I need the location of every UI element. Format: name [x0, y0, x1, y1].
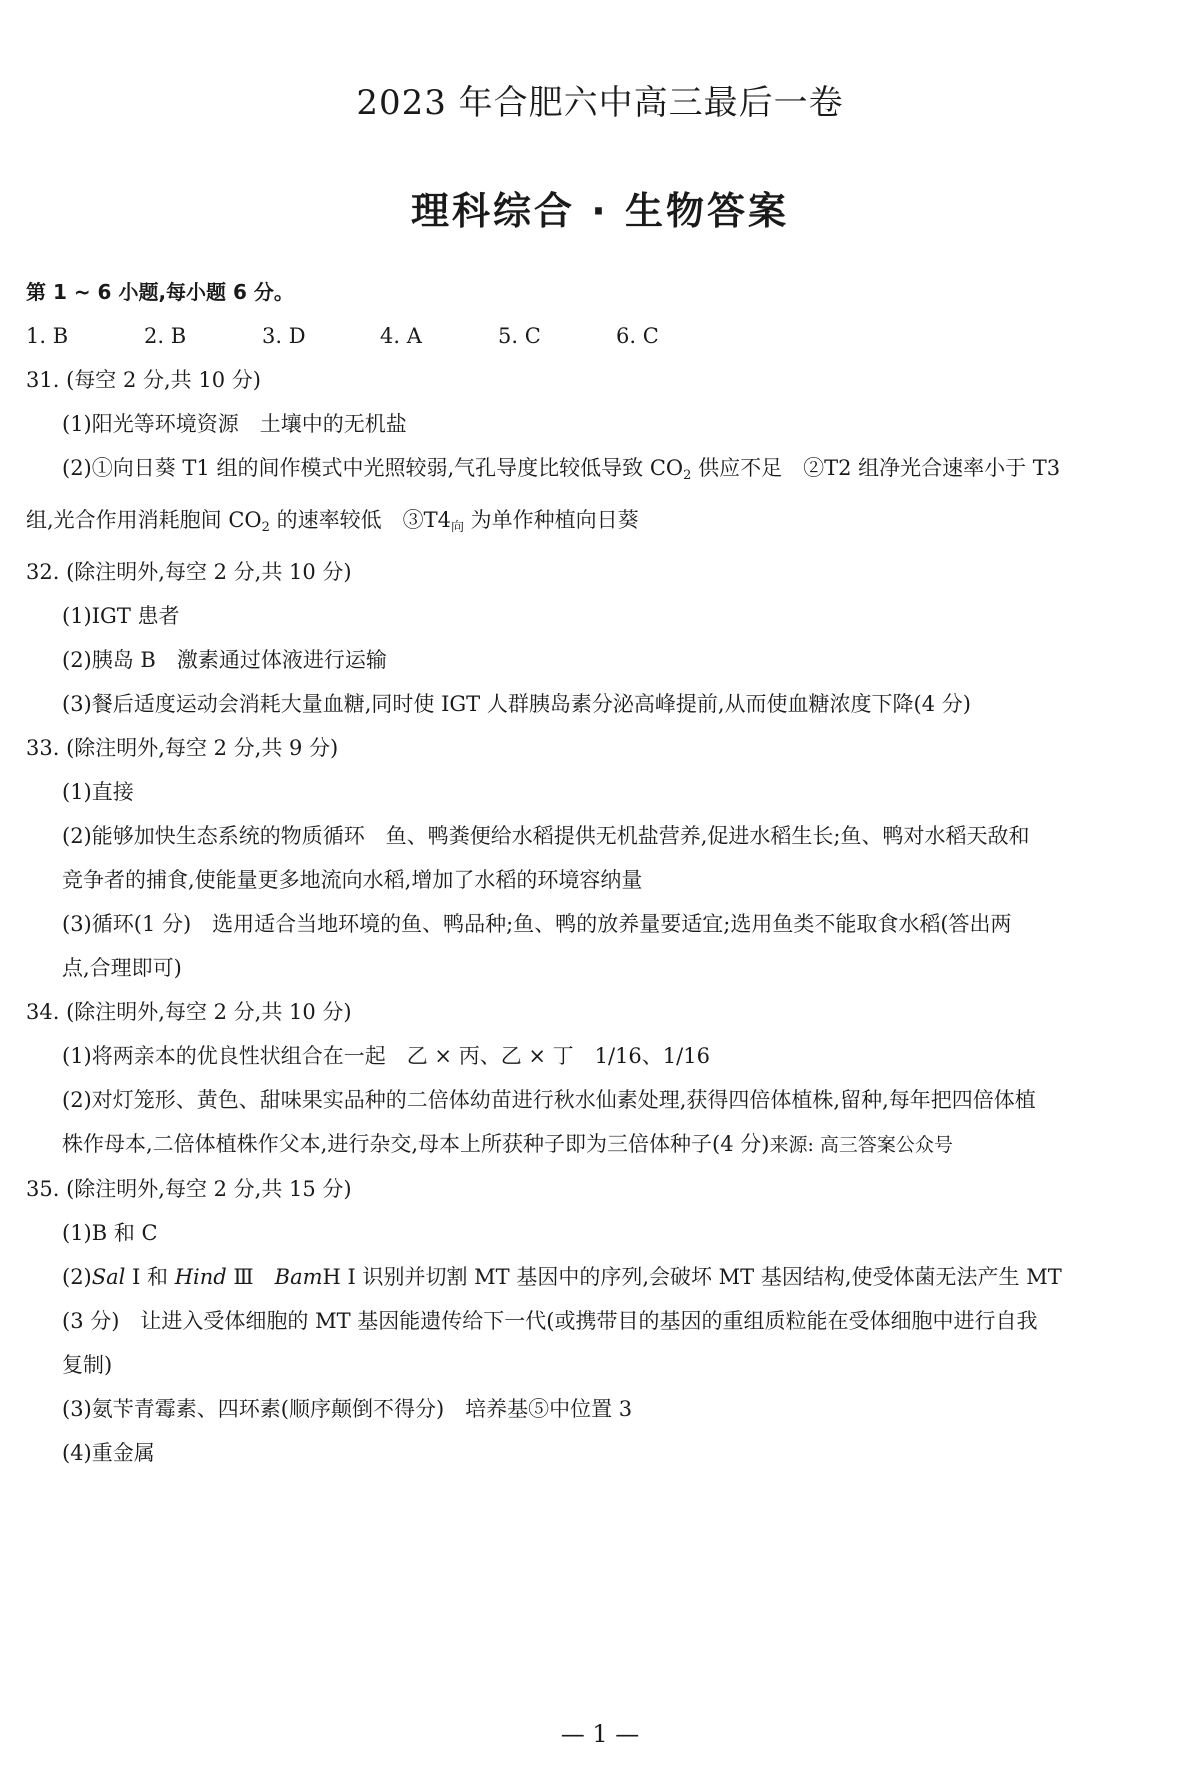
q32-answer-2: (2)胰岛 B 激素通过体液进行运输	[62, 648, 387, 672]
q32-answer-3: (3)餐后适度运动会消耗大量血糖,同时使 IGT 人群胰岛素分泌高峰提前,从而使血糖浓度下降(4 分)	[62, 692, 971, 716]
q33-answer-2-line1: (2)能够加快生态系统的物质循环 鱼、鸭粪便给水稻提供无机盐营养,促进水稻生长;鱼、鸭对水稻天敌和	[62, 824, 1030, 848]
mc-answer: 4. A	[380, 324, 422, 348]
q32-heading: 32. (除注明外,每空 2 分,共 10 分)	[26, 560, 352, 584]
q35-answer-3: (3)氨苄青霉素、四环素(顺序颠倒不得分) 培养基⑤中位置 3	[62, 1397, 633, 1421]
enzyme-name: Bam	[274, 1265, 323, 1289]
page-number: — 1 —	[560, 1720, 640, 1748]
answer-content	[26, 270, 1176, 1475]
q34-answer-1: (1)将两亲本的优良性状组合在一起 乙 × 丙、乙 × 丁 1/16、1/16	[62, 1044, 710, 1068]
subscript: 2	[683, 468, 692, 483]
exam-title: 2023 年合肥六中高三最后一卷	[356, 83, 844, 123]
text-run: 组,光合作用消耗胞间 CO	[26, 508, 262, 532]
q34-answer-2-line2	[26, 1122, 1176, 1167]
q33-heading: 33. (除注明外,每空 2 分,共 9 分)	[26, 736, 339, 760]
text-run: 为单作种植向日葵	[463, 508, 639, 532]
q31-answer-2-line2	[0, 498, 1176, 550]
q35-answer-4: (4)重金属	[62, 1441, 155, 1465]
q33-answer-2-line2: 竞争者的捕食,使能量更多地流向水稻,增加了水稻的环境容纳量	[62, 868, 643, 892]
q31-answer-2-line1	[26, 446, 1176, 498]
subscript: 向	[450, 520, 464, 535]
text-run: Ⅲ	[226, 1265, 275, 1289]
q35-heading: 35. (除注明外,每空 2 分,共 15 分)	[26, 1177, 352, 1201]
enzyme-name: Sal	[91, 1265, 126, 1289]
enzyme-name: Hind	[174, 1265, 227, 1289]
mc-answer: 2. B	[144, 324, 187, 348]
q35-answer-2-line2: (3 分) 让进入受体细胞的 MT 基因能遗传给下一代(或携带目的基因的重组质粒能在受体细胞中进行自我	[62, 1309, 1038, 1333]
q33-answer-3-line1: (3)循环(1 分) 选用适合当地环境的鱼、鸭品种;鱼、鸭的放养量要适宜;选用鱼类不能取食水稻(答出两	[62, 912, 1012, 936]
mc-intro: 第 1 ~ 6 小题,每小题 6 分。	[26, 280, 294, 304]
mc-answer: 3. D	[262, 324, 306, 348]
text-run: 的速率较低 ③T4	[269, 508, 451, 532]
exam-subtitle: 理科综合 · 生物答案	[411, 189, 789, 233]
text-run: 株作母本,二倍体植株作父本,进行杂交,母本上所获种子即为三倍体种子(4 分)	[62, 1132, 770, 1156]
q35-answer-2-line1	[26, 1255, 1176, 1299]
q34-heading: 34. (除注明外,每空 2 分,共 10 分)	[26, 1000, 352, 1024]
source-note: 来源: 高三答案公众号	[769, 1134, 953, 1156]
q33-answer-1: (1)直接	[62, 780, 134, 804]
mc-answer: 5. C	[498, 324, 541, 348]
q32-answer-1: (1)IGT 患者	[62, 604, 180, 628]
mc-answer: 6. C	[616, 324, 659, 348]
text-run: 供应不足 ②T2 组净光合速率小于 T3	[691, 456, 1061, 480]
subscript: 2	[261, 520, 270, 535]
mc-answers	[26, 314, 1176, 358]
q34-answer-2-line1: (2)对灯笼形、黄色、甜味果实品种的二倍体幼苗进行秋水仙素处理,获得四倍体植株,留种,每年把四倍体植	[62, 1088, 1036, 1112]
q33-answer-3-line2: 点,合理即可)	[62, 956, 182, 980]
text-run: (2)	[62, 1265, 92, 1289]
q31-answer-1: (1)阳光等环境资源 土壤中的无机盐	[62, 412, 407, 436]
text-run: H Ⅰ 识别并切割 MT 基因中的序列,会破坏 MT 基因结构,使受体菌无法产生 MT	[322, 1265, 1062, 1289]
text-run: (2)①向日葵 T1 组的间作模式中光照较弱,气孔导度比较低导致 CO	[62, 456, 684, 480]
q31-heading: 31. (每空 2 分,共 10 分)	[26, 368, 261, 392]
mc-answer: 1. B	[26, 324, 69, 348]
q35-answer-1: (1)B 和 C	[62, 1221, 158, 1245]
text-run: Ⅰ 和	[125, 1265, 175, 1289]
q35-answer-2-line3: 复制)	[62, 1353, 113, 1377]
